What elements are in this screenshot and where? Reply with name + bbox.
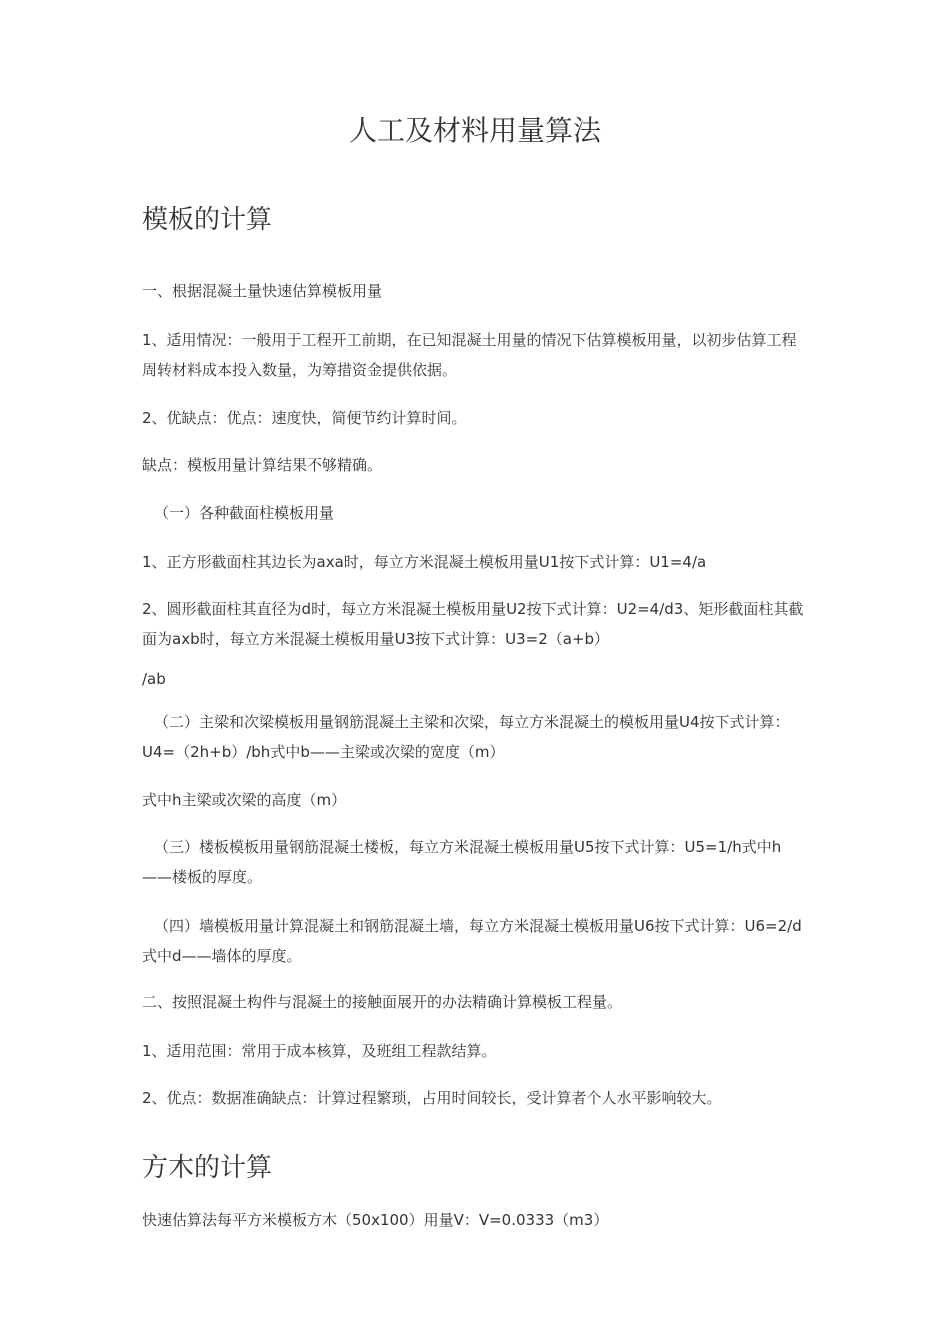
paragraph-beam-height: 式中h主梁或次梁的高度（m）	[142, 791, 347, 809]
paragraph-pros-cons: 2、优点：数据准确缺点：计算过程繁琐，占用时间较长，受计算者个人水平影响较大。	[142, 1089, 722, 1107]
paragraph-beam: （二）主梁和次梁模板用量钢筋混凝土主梁和次梁，每立方米混凝土的模板用量U4按下式计算：U4=（2h+b）/bh式中b——主梁或次梁的宽度（m）	[142, 713, 790, 761]
paragraph-timber-estimate: 快速估算法每平方米模板方木（50x100）用量V：V=0.0333（m3）	[142, 1211, 609, 1229]
paragraph-cons: 缺点：模板用量计算结果不够精确。	[142, 456, 383, 474]
paragraph-wall: （四）墙模板用量计算混凝土和钢筋混凝土墙，每立方米混凝土模板用量U6按下式计算：U6=2/d式中d——墙体的厚度。	[142, 917, 802, 965]
paragraph-applicability: 1、适用情况：一般用于工程开工前期，在已知混凝土用量的情况下估算模板用量，以初步估算工程周转材料成本投入数量，为筹措资金提供依据。	[142, 331, 797, 379]
paragraph-square-column: 1、正方形截面柱其边长为axa时，每立方米混凝土模板用量U1按下式计算：U1=4/a	[142, 553, 707, 571]
paragraph-pros: 2、优缺点：优点：速度快，简便节约计算时间。	[142, 409, 467, 427]
section-heading-timber: 方木的计算	[142, 1153, 273, 1183]
document-title: 人工及材料用量算法	[348, 114, 601, 147]
paragraph-slab: （三）楼板模板用量钢筋混凝土楼板，每立方米混凝土模板用量U5按下式计算：U5=1/h式中h——楼板的厚度。	[142, 838, 782, 886]
paragraph-ab: /ab	[142, 670, 166, 688]
paragraph-scope: 1、适用范围：常用于成本核算，及班组工程款结算。	[142, 1042, 497, 1060]
paragraph-column-heading: （一）各种截面柱模板用量	[154, 504, 335, 522]
paragraph-method-two: 二、按照混凝土构件与混凝土的接触面展开的办法精确计算模板工程量。	[142, 993, 623, 1011]
paragraph-method-one: 一、根据混凝土量快速估算模板用量	[142, 282, 383, 300]
section-heading-formwork: 模板的计算	[142, 205, 273, 235]
paragraph-round-rect-column: 2、圆形截面柱其直径为d时，每立方米混凝土模板用量U2按下式计算：U2=4/d3、矩形截面柱其截面为axb时，每立方米混凝土模板用量U3按下式计算：U3=2（a+b）	[142, 600, 804, 648]
